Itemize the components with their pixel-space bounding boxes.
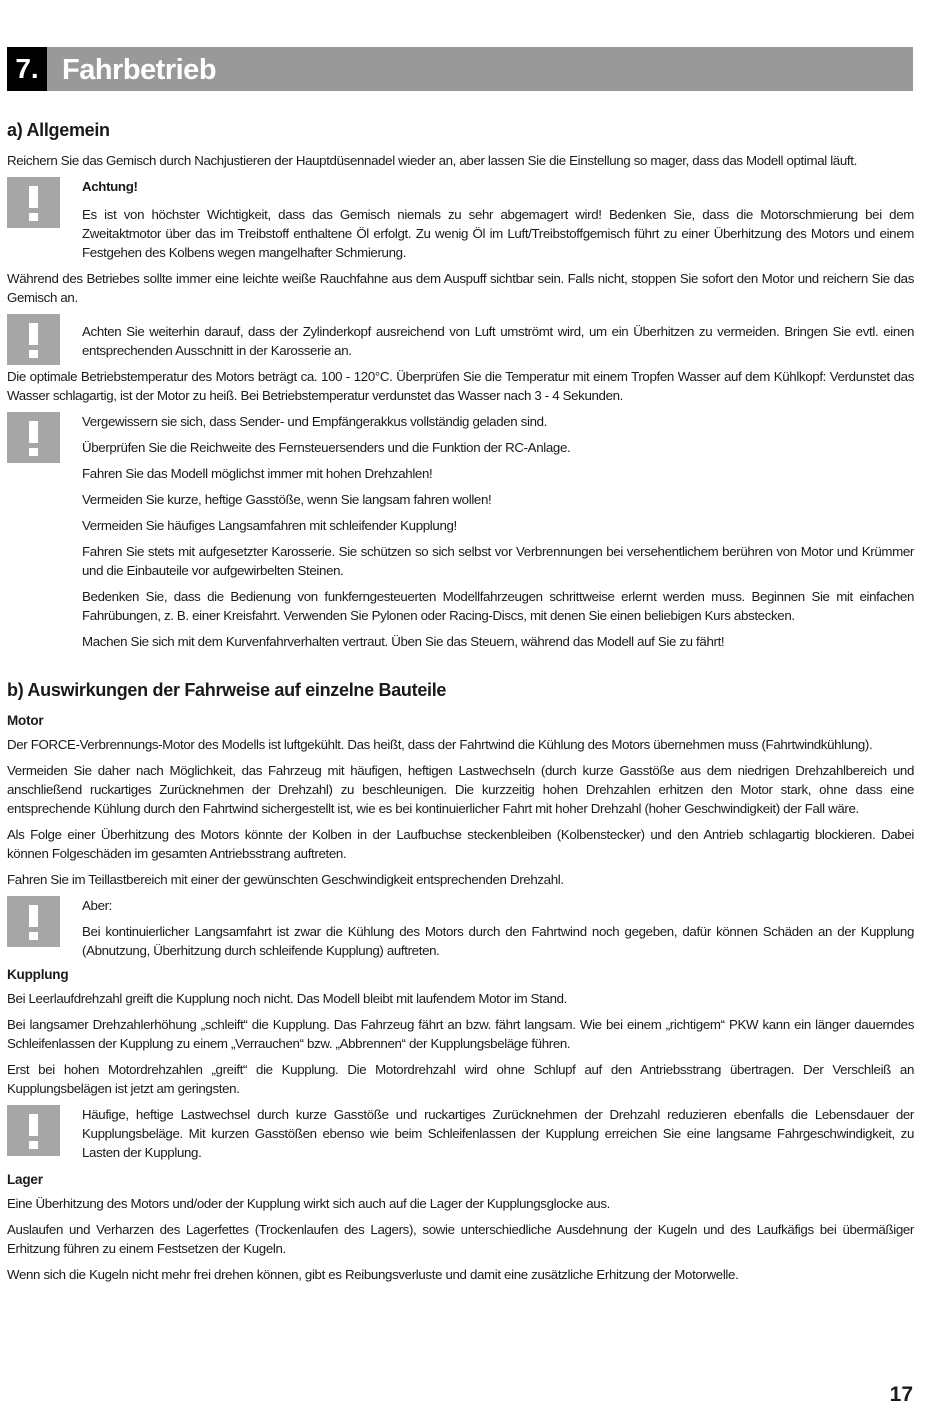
warning-icon — [7, 896, 60, 947]
paragraph: Bei langsamer Drehzahlerhöhung „schleift“ die Kupplung. Das Fahrzeug fährt an bzw. fährt langsam. Wie bei einem „richtigem“ PKW kann ein länger dauerndes Schleifenlassen der Kupplung zu einem „Verrauchen“ bzw. „Abbrennen“ der Kupplungsbeläge führen. — [7, 1017, 914, 1051]
section-a-heading: a) Allgemein — [7, 120, 110, 140]
motor-heading: Motor — [7, 713, 44, 728]
warning-item: Vermeiden Sie kurze, heftige Gasstöße, wenn Sie langsam fahren wollen! — [82, 492, 492, 507]
warning-text: Häufige, heftige Lastwechsel durch kurze Gasstöße und ruckartiges Zurücknehmen der Drehzahl reduzieren ebenfalls die Lebensdauer der Kupplungsbeläge. Mit kurzen Gasstößen ebenso wie beim Schleifenlassen der Kupplung erreichen Sie eine langsame Fahrgeschwindigkeit, zu Lasten der Kupplung. — [82, 1107, 914, 1160]
warning-block — [7, 412, 914, 658]
warning-icon — [7, 177, 60, 228]
warning-text: Bei kontinuierlicher Langsamfahrt ist zwar die Kühlung des Motors durch den Fahrtwind noch gegeben, dafür können Schäden an der Kupplung (Abnutzung, Überhitzung durch schleifende Kupplung) auftreten. — [82, 924, 914, 958]
warning-item: Machen Sie sich mit dem Kurvenfahrverhalten vertraut. Üben Sie das Steuern, während das Modell auf Sie zu fährt! — [82, 634, 725, 649]
warning-block — [7, 1105, 914, 1169]
warning-label: Aber: — [82, 898, 113, 913]
paragraph: Als Folge einer Überhitzung des Motors könnte der Kolben in der Laufbuchse steckenbleiben (Kolbenstecker) und den Antrieb schlagartig blockieren. Dabei können Folgeschäden im gesamten Antriebsstrang auftreten. — [7, 827, 914, 861]
paragraph: Während des Betriebes sollte immer eine leichte weiße Rauchfahne aus dem Auspuff sichtbar sein. Falls nicht, stoppen Sie sofort den Motor und reichern Sie das Gemisch an. — [7, 271, 914, 305]
warning-icon — [7, 1105, 60, 1156]
warning-block — [7, 896, 914, 967]
chapter-number: 7. — [7, 47, 47, 91]
page-content — [7, 112, 914, 1291]
paragraph: Reichern Sie das Gemisch durch Nachjustieren der Hauptdüsennadel wieder an, aber lassen Sie die Einstellung so mager, dass das Modell optimal läuft. — [7, 153, 857, 168]
paragraph: Der FORCE-Verbrennungs-Motor des Modells ist luftgekühlt. Das heißt, dass der Fahrtwind die Kühlung des Motors übernehmen muss (Fahrtwindkühlung). — [7, 737, 873, 752]
paragraph: Auslaufen und Verharzen des Lagerfettes (Trockenlaufen des Lagers), sowie unterschiedliche Ausdehnung der Kugeln und des Laufkäfigs bei übermäßiger Erhitzung führen zu einem Festsetzen der Kugeln. — [7, 1222, 914, 1256]
kupplung-heading: Kupplung — [7, 967, 69, 982]
chapter-title: Fahrbetrieb — [62, 54, 217, 86]
paragraph: Eine Überhitzung des Motors und/oder der Kupplung wirkt sich auch auf die Lager der Kupplungsglocke aus. — [7, 1196, 610, 1211]
warning-item: Vergewissern sie sich, dass Sender- und Empfängerakkus vollständig geladen sind. — [82, 414, 548, 429]
warning-label: Achtung! — [82, 179, 138, 194]
page-number: 17 — [889, 1383, 913, 1406]
warning-block — [7, 177, 914, 269]
warning-item: Fahren Sie das Modell möglichst immer mit hohen Drehzahlen! — [82, 466, 433, 481]
section-b-heading: b) Auswirkungen der Fahrweise auf einzelne Bauteile — [7, 680, 447, 700]
chapter-header — [7, 47, 913, 91]
paragraph: Fahren Sie im Teillastbereich mit einer der gewünschten Geschwindigkeit entsprechenden Drehzahl. — [7, 872, 564, 887]
warning-text: Achten Sie weiterhin darauf, dass der Zylinderkopf ausreichend von Luft umströmt wird, um ein Überhitzen zu vermeiden. Bringen Sie evtl. einen entsprechenden Ausschnitt in der Karosserie an. — [82, 324, 914, 358]
warning-item: Bedenken Sie, dass die Bedienung von funkferngesteuerten Modellfahrzeugen schrittweise erlernt werden muss. Beginnen Sie mit einfachen Fahrübungen, z. B. einer Kreisfahrt. Verwenden Sie Pylonen oder Racing-Discs, mit denen Sie einen beliebigen Kurs abstecken. — [82, 589, 914, 623]
warning-item: Fahren Sie stets mit aufgesetzter Karosserie. Sie schützen so sich selbst vor Verbrennungen bei versehentlichem berühren von Motor und Krümmer und die Einbauteile vor aufgewirbelten Steinen. — [82, 544, 914, 578]
paragraph: Wenn sich die Kugeln nicht mehr frei drehen können, gibt es Reibungsverluste und damit eine zusätzliche Erhitzung der Motorwelle. — [7, 1267, 739, 1282]
warning-icon — [7, 314, 60, 365]
paragraph: Erst bei hohen Motordrehzahlen „greift“ die Kupplung. Die Motordrehzahl wird ohne Schlupf auf den Antriebsstrang übertragen. Der Verschleiß an Kupplungsbelägen ist jetzt am geringsten. — [7, 1062, 914, 1096]
paragraph: Die optimale Betriebstemperatur des Motors beträgt ca. 100 - 120°C. Überprüfen Sie die Temperatur mit einem Tropfen Wasser auf dem Kühlkopf: Verdunstet das Wasser schlagartig, ist der Motor zu heiß. Bei Betriebstemperatur verdunstet das Wasser nach 3 - 4 Sekunden. — [7, 369, 914, 403]
warning-item: Überprüfen Sie die Reichweite des Fernsteuersenders und die Funktion der RC-Anlage. — [82, 440, 571, 455]
paragraph: Bei Leerlaufdrehzahl greift die Kupplung noch nicht. Das Modell bleibt mit laufendem Motor im Stand. — [7, 991, 567, 1006]
warning-text: Es ist von höchster Wichtigkeit, dass das Gemisch niemals zu sehr abgemagert wird! Bedenken Sie, dass die Motorschmierung bei dem Zweitaktmotor über das im Treibstoff enthaltene Öl erfolgt. Zu wenig Öl im Luft/Treibstoffgemisch führt zu einer Überhitzung des Motors und einem Festgehen des Kolbens wegen mangelhafter Schmierung. — [82, 207, 914, 260]
warning-icon — [7, 412, 60, 463]
warning-item: Vermeiden Sie häufiges Langsamfahren mit schleifender Kupplung! — [82, 518, 457, 533]
warning-block — [7, 314, 914, 367]
lager-heading: Lager — [7, 1172, 43, 1187]
paragraph: Vermeiden Sie daher nach Möglichkeit, das Fahrzeug mit häufigen, heftigen Lastwechseln (durch kurze Gasstöße aus dem niedrigen Drehzahlbereich und anschließend ruckartiges Zurücknehmen der Drehzahl) zu beschleunigen. Die kurzzeitig hohen Drehzahlen erhitzen den Motor stark, ohne dass eine entsprechende Kühlung durch den Fahrtwind sichergestellt ist, wie es bei kontinuierlicher Fahrt mit hoher Drehzahl (hoher Geschwindigkeit) der Fall wäre. — [7, 763, 914, 816]
